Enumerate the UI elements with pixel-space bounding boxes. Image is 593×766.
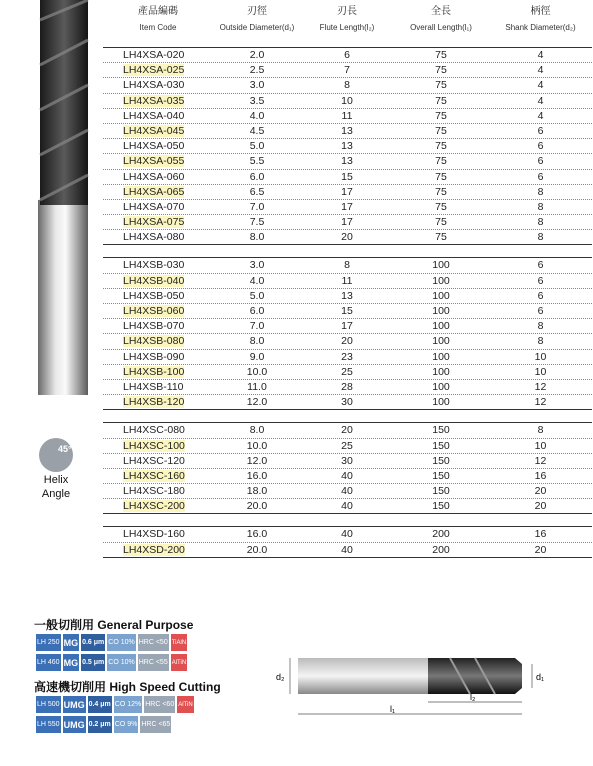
table-row xyxy=(103,469,592,484)
table-group xyxy=(103,257,592,410)
table-row xyxy=(103,289,592,304)
bottom-section xyxy=(0,600,593,766)
item-code-cell: LH4XSA-065 xyxy=(123,185,185,198)
table-row xyxy=(103,484,592,499)
outside-diameter-cell: 4.0 xyxy=(249,274,265,287)
overall-length-cell: 100 xyxy=(432,274,450,287)
cobalt-badge: CO 10% xyxy=(107,634,135,651)
grade-badge-row xyxy=(36,696,194,713)
general-purpose-title: 一般切削用 General Purpose xyxy=(34,618,194,632)
grain-size-badge: 0.2 μm xyxy=(88,716,112,733)
outside-diameter-cell: 16.0 xyxy=(246,528,268,541)
shank-diameter-cell: 8 xyxy=(537,185,544,198)
table-row xyxy=(103,423,592,438)
table-row xyxy=(103,380,592,395)
shank-diameter-cell: 4 xyxy=(537,94,544,107)
shank-diameter-cell: 4 xyxy=(537,64,544,77)
overall-length-cell: 75 xyxy=(435,185,447,198)
flute-length-cell: 28 xyxy=(341,380,353,393)
overall-length-cell: 150 xyxy=(432,439,450,452)
outside-diameter-cell: 10.0 xyxy=(246,365,268,378)
item-code-cell: LH4XSB-040 xyxy=(123,274,185,287)
item-code-cell: LH4XSC-100 xyxy=(123,439,185,452)
grain-size-badge: 0.6 μm xyxy=(81,634,105,651)
outside-diameter-cell: 3.0 xyxy=(249,79,265,92)
table-row xyxy=(103,154,592,169)
table-row xyxy=(103,170,592,185)
shank-diameter-cell: 6 xyxy=(537,140,544,153)
table-row xyxy=(103,63,592,78)
item-code-cell: LH4XSC-120 xyxy=(123,454,185,467)
flute-length-cell: 40 xyxy=(341,543,353,556)
item-code-cell: LH4XSC-200 xyxy=(123,500,185,513)
shank-diameter-cell: 6 xyxy=(537,259,544,272)
item-code-cell: LH4XSA-055 xyxy=(123,155,185,168)
item-code-cell: LH4XSA-025 xyxy=(123,64,185,77)
flute-length-cell: 17 xyxy=(341,200,353,213)
table-row xyxy=(103,499,592,513)
shank-diameter-cell: 10 xyxy=(534,350,547,363)
item-code-cell: LH4XSD-160 xyxy=(123,528,185,541)
item-code-cell: LH4XSA-075 xyxy=(123,216,185,229)
overall-length-cell: 75 xyxy=(435,170,447,183)
outside-diameter-cell: 12.0 xyxy=(246,396,268,409)
cobalt-badge: CO 10% xyxy=(107,654,135,671)
item-code-cell: LH4XSB-080 xyxy=(123,335,185,348)
lh-grade-badge: LH 500 xyxy=(36,696,61,713)
shank-diameter-cell: 8 xyxy=(537,231,544,244)
coating-badge: AlTiN xyxy=(171,654,187,671)
l1-label: l₁ xyxy=(390,704,396,714)
overall-length-cell: 75 xyxy=(435,140,447,153)
shank-diameter-cell: 6 xyxy=(537,124,544,137)
l2-label: l₂ xyxy=(470,692,476,702)
overall-length-cell: 75 xyxy=(435,200,447,213)
shank-diameter-cell: 6 xyxy=(537,289,544,302)
flute-length-cell: 25 xyxy=(341,439,353,452)
shank-diameter-cell: 8 xyxy=(537,200,544,213)
item-code-cell: LH4XSB-100 xyxy=(123,365,185,378)
overall-length-cell: 100 xyxy=(432,320,450,333)
header-outside-diameter: 刃徑 Outside Diameter(d₁) xyxy=(219,6,295,32)
table-row xyxy=(103,124,592,139)
flute-length-cell: 17 xyxy=(341,185,353,198)
item-code-cell: LH4XSC-180 xyxy=(123,485,185,498)
item-code-cell: LH4XSB-090 xyxy=(123,350,185,363)
overall-length-cell: 75 xyxy=(435,216,447,229)
outside-diameter-cell: 6.5 xyxy=(249,185,265,198)
shank-diameter-cell: 8 xyxy=(537,320,544,333)
overall-length-cell: 100 xyxy=(432,365,450,378)
table-row xyxy=(103,439,592,454)
flute-length-cell: 23 xyxy=(341,350,353,363)
table-row xyxy=(103,185,592,200)
overall-length-cell: 75 xyxy=(435,79,447,92)
overall-length-cell: 75 xyxy=(435,124,447,137)
coating-badge: TiAlN xyxy=(171,634,187,651)
item-code-cell: LH4XSA-060 xyxy=(123,170,185,183)
spec-table xyxy=(103,0,592,570)
table-row xyxy=(103,78,592,93)
cobalt-badge: CO 9% xyxy=(114,716,139,733)
flute-length-cell: 13 xyxy=(341,289,353,302)
shank-diameter-cell: 20 xyxy=(534,485,547,498)
table-row xyxy=(103,319,592,334)
flute-length-cell: 30 xyxy=(341,454,353,467)
shank-diameter-cell: 6 xyxy=(537,170,544,183)
header-shank-diameter: 柄徑 Shank Diameter(d₂) xyxy=(505,6,576,32)
item-code-cell: LH4XSA-040 xyxy=(123,109,185,122)
shank-diameter-cell: 4 xyxy=(537,109,544,122)
lh-grade-badge: LH 550 xyxy=(36,716,61,733)
helix-angle-badge xyxy=(34,438,78,500)
table-row xyxy=(103,274,592,289)
table-row xyxy=(103,200,592,215)
flute-length-cell: 15 xyxy=(341,170,353,183)
shank-diameter-cell: 10 xyxy=(534,365,547,378)
overall-length-cell: 75 xyxy=(435,109,447,122)
table-header xyxy=(103,0,592,47)
overall-length-cell: 150 xyxy=(432,454,450,467)
flute-length-cell: 11 xyxy=(341,109,353,122)
table-row xyxy=(103,109,592,124)
helix-label: Helix xyxy=(43,474,69,486)
table-group xyxy=(103,422,592,514)
flute-length-cell: 11 xyxy=(341,274,353,287)
d2-label: d₂ xyxy=(276,672,285,682)
table-row xyxy=(103,215,592,230)
shank-diameter-cell: 8 xyxy=(537,335,544,348)
table-row xyxy=(103,395,592,409)
shank-diameter-cell: 16 xyxy=(534,528,547,541)
flute-length-cell: 20 xyxy=(341,424,353,437)
grade-badge-row xyxy=(36,634,187,651)
shank-diameter-cell: 4 xyxy=(537,49,544,61)
lh-grade-badge: LH 460 xyxy=(36,654,61,671)
flute-length-cell: 20 xyxy=(341,231,353,244)
outside-diameter-cell: 16.0 xyxy=(246,469,268,482)
overall-length-cell: 75 xyxy=(435,231,447,244)
overall-length-cell: 100 xyxy=(432,335,450,348)
header-overall-length: 全長 Overall Length(l₁) xyxy=(410,6,472,32)
item-code-cell: LH4XSB-060 xyxy=(123,305,185,317)
outside-diameter-cell: 10.0 xyxy=(246,439,268,452)
header-item-code: 產品編碼 Item Code xyxy=(138,6,178,32)
flute-length-cell: 40 xyxy=(341,500,353,513)
outside-diameter-cell: 8.0 xyxy=(249,231,265,244)
table-group xyxy=(103,47,592,245)
item-code-cell: LH4XSB-110 xyxy=(123,380,184,393)
header-flute-length: 刃長 Flute Length(l₂) xyxy=(319,6,375,32)
shank-diameter-cell: 20 xyxy=(534,543,547,556)
overall-length-cell: 150 xyxy=(432,469,450,482)
item-code-cell: LH4XSA-080 xyxy=(123,231,185,244)
item-code-cell: LH4XSD-200 xyxy=(123,543,185,556)
item-code-cell: LH4XSA-035 xyxy=(123,94,185,107)
outside-diameter-cell: 9.0 xyxy=(249,350,265,363)
table-body xyxy=(103,47,592,558)
grade-badge-row xyxy=(36,654,187,671)
table-row xyxy=(103,527,592,542)
hrc-badge: HRC <60 xyxy=(144,696,175,713)
outside-diameter-cell: 8.0 xyxy=(249,424,265,437)
shank-diameter-cell: 8 xyxy=(537,216,544,229)
item-code-cell: LH4XSB-030 xyxy=(123,259,185,272)
grain-badge: UMG xyxy=(63,716,86,733)
overall-length-cell: 100 xyxy=(432,259,450,272)
overall-length-cell: 75 xyxy=(435,64,447,77)
item-code-cell: LH4XSB-070 xyxy=(123,320,185,333)
shank-diameter-cell: 20 xyxy=(534,500,547,513)
grain-badge: MG xyxy=(63,634,80,651)
overall-length-cell: 75 xyxy=(435,94,447,107)
outside-diameter-cell: 18.0 xyxy=(246,485,268,498)
table-row xyxy=(103,350,592,365)
grade-badge-row xyxy=(36,716,171,733)
table-row xyxy=(103,334,592,349)
item-code-cell: LH4XSA-020 xyxy=(123,49,185,61)
overall-length-cell: 100 xyxy=(432,396,450,409)
flute-length-cell: 40 xyxy=(341,528,353,541)
outside-diameter-cell: 11.0 xyxy=(247,380,267,393)
table-row xyxy=(103,258,592,273)
shank-diameter-cell: 12 xyxy=(534,396,547,409)
flute-length-cell: 13 xyxy=(341,155,353,168)
overall-length-cell: 75 xyxy=(435,155,447,168)
dimension-diagram xyxy=(270,630,570,730)
coating-badge: AlTiN xyxy=(177,696,193,713)
helix-icon: 45° xyxy=(39,438,73,472)
outside-diameter-cell: 7.0 xyxy=(249,200,265,213)
item-code-cell: LH4XSB-120 xyxy=(123,396,185,409)
table-row xyxy=(103,454,592,469)
cobalt-badge: CO 12% xyxy=(114,696,142,713)
item-code-cell: LH4XSA-070 xyxy=(123,200,185,213)
overall-length-cell: 100 xyxy=(432,380,450,393)
outside-diameter-cell: 6.0 xyxy=(249,305,265,317)
table-row xyxy=(103,139,592,154)
outside-diameter-cell: 4.5 xyxy=(249,124,265,137)
shank-diameter-cell: 16 xyxy=(534,469,547,482)
outside-diameter-cell: 5.0 xyxy=(249,289,265,302)
flute-length-cell: 20 xyxy=(341,335,353,348)
flute-length-cell: 40 xyxy=(341,469,353,482)
table-row xyxy=(103,48,592,63)
shank-diameter-cell: 6 xyxy=(537,274,544,287)
shank-diameter-cell: 12 xyxy=(534,380,547,393)
table-row xyxy=(103,94,592,109)
outside-diameter-cell: 12.0 xyxy=(246,454,268,467)
outside-diameter-cell: 7.5 xyxy=(249,216,265,229)
hrc-badge: HRC <65 xyxy=(140,716,171,733)
item-code-cell: LH4XSA-030 xyxy=(123,79,185,92)
shank-diameter-cell: 4 xyxy=(537,79,544,92)
flute-length-cell: 25 xyxy=(341,365,353,378)
item-code-cell: LH4XSA-045 xyxy=(123,124,185,137)
flute-length-cell: 15 xyxy=(341,305,353,317)
flute-length-cell: 8 xyxy=(344,259,350,272)
outside-diameter-cell: 20.0 xyxy=(246,500,268,513)
table-row xyxy=(103,230,592,244)
shank-diameter-cell: 10 xyxy=(534,439,547,452)
flute-length-cell: 6 xyxy=(344,49,350,61)
overall-length-cell: 150 xyxy=(432,424,450,437)
lh-grade-badge: LH 250 xyxy=(36,634,61,651)
flute-length-cell: 17 xyxy=(341,320,353,333)
flute-length-cell: 40 xyxy=(341,485,353,498)
angle-label: Angle xyxy=(41,488,71,500)
outside-diameter-cell: 5.5 xyxy=(249,155,265,168)
shank-diameter-cell: 6 xyxy=(537,305,544,317)
flute-length-cell: 17 xyxy=(341,216,353,229)
hrc-badge: HRC <55 xyxy=(138,654,169,671)
flute-length-cell: 7 xyxy=(344,64,350,77)
outside-diameter-cell: 7.0 xyxy=(249,320,265,333)
overall-length-cell: 75 xyxy=(435,49,447,61)
table-row xyxy=(103,543,592,557)
grain-size-badge: 0.4 μm xyxy=(88,696,112,713)
overall-length-cell: 100 xyxy=(432,350,450,363)
shank-diameter-cell: 8 xyxy=(537,424,544,437)
flute-length-cell: 10 xyxy=(341,94,353,107)
table-group xyxy=(103,526,592,557)
outside-diameter-cell: 2.0 xyxy=(249,49,265,61)
end-mill-image xyxy=(0,0,100,400)
outside-diameter-cell: 2.5 xyxy=(249,64,265,77)
outside-diameter-cell: 3.0 xyxy=(249,259,265,272)
outside-diameter-cell: 4.0 xyxy=(249,109,265,122)
outside-diameter-cell: 6.0 xyxy=(249,170,265,183)
item-code-cell: LH4XSC-160 xyxy=(123,469,185,482)
table-row xyxy=(103,365,592,380)
shank-diameter-cell: 12 xyxy=(534,454,547,467)
outside-diameter-cell: 3.5 xyxy=(249,94,265,107)
table-row xyxy=(103,304,592,319)
high-speed-title: 高速機切削用 High Speed Cutting xyxy=(34,680,221,694)
item-code-cell: LH4XSB-050 xyxy=(123,289,185,302)
overall-length-cell: 100 xyxy=(432,289,450,302)
grain-badge: MG xyxy=(63,654,80,671)
outside-diameter-cell: 5.0 xyxy=(249,140,265,153)
overall-length-cell: 150 xyxy=(432,500,450,513)
item-code-cell: LH4XSC-080 xyxy=(123,424,185,437)
grain-badge: UMG xyxy=(63,696,86,713)
flute-length-cell: 8 xyxy=(344,79,350,92)
overall-length-cell: 200 xyxy=(432,543,450,556)
overall-length-cell: 200 xyxy=(432,528,450,541)
shank-diameter-cell: 6 xyxy=(537,155,544,168)
flute-length-cell: 30 xyxy=(341,396,353,409)
hrc-badge: HRC <50 xyxy=(138,634,169,651)
overall-length-cell: 150 xyxy=(432,485,450,498)
item-code-cell: LH4XSA-050 xyxy=(123,140,185,153)
overall-length-cell: 100 xyxy=(432,305,450,317)
outside-diameter-cell: 8.0 xyxy=(249,335,265,348)
outside-diameter-cell: 20.0 xyxy=(246,543,268,556)
d1-label: d₁ xyxy=(536,672,545,682)
flute-length-cell: 13 xyxy=(341,124,353,137)
flute-length-cell: 13 xyxy=(341,140,353,153)
grain-size-badge: 0.5 μm xyxy=(81,654,105,671)
